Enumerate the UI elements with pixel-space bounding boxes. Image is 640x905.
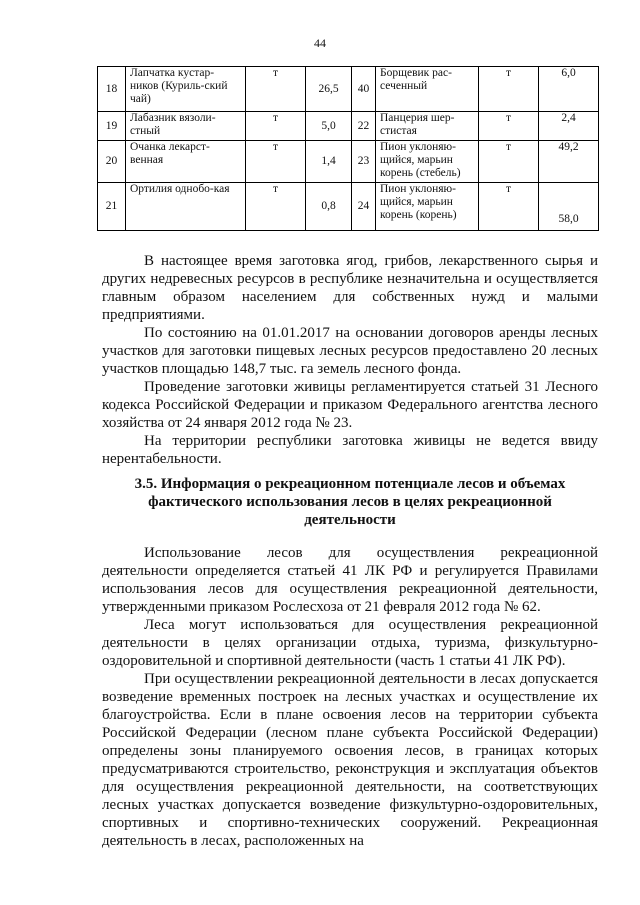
unit: т bbox=[479, 67, 539, 112]
paragraph: Использование лесов для осуществления рекреационной деятельности определяется статьей 41 ЛК РФ и регулируется Правилами использования лесов для осуществления рекреационной деятельности, утвержденными приказом Рослесхоза от 21 февраля 2012 года № 62. bbox=[102, 545, 598, 615]
volume-value: 2,4 bbox=[539, 112, 599, 141]
volume-value: 6,0 bbox=[539, 67, 599, 112]
species-name: Ортилия однобо-кая bbox=[126, 183, 246, 231]
unit: т bbox=[246, 183, 306, 231]
unit: т bbox=[246, 112, 306, 141]
species-name: Пион уклоняю-щийся, марьин корень (корень) bbox=[376, 183, 479, 231]
volume-value: 58,0 bbox=[539, 183, 599, 231]
row-number: 18 bbox=[98, 67, 126, 112]
species-name: Лапчатка кустар-ников (Куриль-ский чай) bbox=[126, 67, 246, 112]
table-row bbox=[98, 112, 599, 141]
row-number: 22 bbox=[352, 112, 376, 141]
species-name: Пион уклоняю-щийся, марьин корень (стебель) bbox=[376, 141, 479, 183]
volume-value: 1,4 bbox=[306, 141, 352, 183]
table-row bbox=[98, 183, 599, 231]
paragraph: Леса могут использоваться для осуществления рекреационной деятельности в целях организации отдыха, туризма, физкультурно-оздоровительной и спортивной деятельности (часть 1 статьи 41 ЛК РФ). bbox=[102, 617, 598, 669]
species-name: Борщевик рас-сеченный bbox=[376, 67, 479, 112]
unit: т bbox=[246, 67, 306, 112]
species-name: Панцерия шер-стистая bbox=[376, 112, 479, 141]
volume-value: 0,8 bbox=[306, 183, 352, 231]
species-table bbox=[97, 66, 599, 231]
unit: т bbox=[246, 141, 306, 183]
paragraph: На территории республики заготовка живицы не ведется ввиду нерентабельности. bbox=[102, 433, 598, 467]
unit: т bbox=[479, 112, 539, 141]
row-number: 40 bbox=[352, 67, 376, 112]
row-number: 19 bbox=[98, 112, 126, 141]
row-number: 24 bbox=[352, 183, 376, 231]
body-text-bottom bbox=[102, 544, 598, 850]
volume-value: 5,0 bbox=[306, 112, 352, 141]
paragraph: При осуществлении рекреационной деятельности в лесах допускается возведение временных построек на лесных участках и осуществление их благоустройства. Если в плане освоения лесов на территории субъекта Российской Федерации (лесном плане субъекта Российской Федерации) определены зоны планируемого освоения лесов, в границах которых предусматриваются строительство, реконструкция и эксплуатация объектов для осуществления рекреационной деятельности, на соответствующих лесных участках допускается возведение физкультурно-оздоровительных, спортивных и спортивно-технических сооружений. Рекреационная деятельность в лесах, расположенных на bbox=[102, 671, 598, 849]
table-row bbox=[98, 141, 599, 183]
volume-value: 49,2 bbox=[539, 141, 599, 183]
unit: т bbox=[479, 183, 539, 231]
paragraph: В настоящее время заготовка ягод, грибов, лекарственного сырья и других недревесных ресурсов в республике незначительна и осуществляется главным образом населением для собственных нужд и малыми предприятиями. bbox=[102, 253, 598, 323]
row-number: 21 bbox=[98, 183, 126, 231]
species-name: Очанка лекарст-венная bbox=[126, 141, 246, 183]
unit: т bbox=[479, 141, 539, 183]
paragraph: По состоянию на 01.01.2017 на основании договоров аренды лесных участков для заготовки пищевых лесных ресурсов предоставлено 20 лесных участков площадью 148,7 тыс. га земель лесного фонда. bbox=[102, 325, 598, 377]
row-number: 23 bbox=[352, 141, 376, 183]
table-row bbox=[98, 67, 599, 112]
body-text-top bbox=[102, 252, 598, 468]
volume-value: 26,5 bbox=[306, 67, 352, 112]
page-number: 44 bbox=[314, 36, 326, 50]
paragraph: Проведение заготовки живицы регламентируется статьей 31 Лесного кодекса Российской Федерации и приказом Федерального агентства лесного хозяйства от 24 января 2012 года № 23. bbox=[102, 379, 598, 431]
species-name: Лабазник вязоли-стный bbox=[126, 112, 246, 141]
section-heading: 3.5. Информация о рекреационном потенциале лесов и объемах фактического использования лесов в целях рекреационной деятельности bbox=[134, 476, 566, 528]
row-number: 20 bbox=[98, 141, 126, 183]
